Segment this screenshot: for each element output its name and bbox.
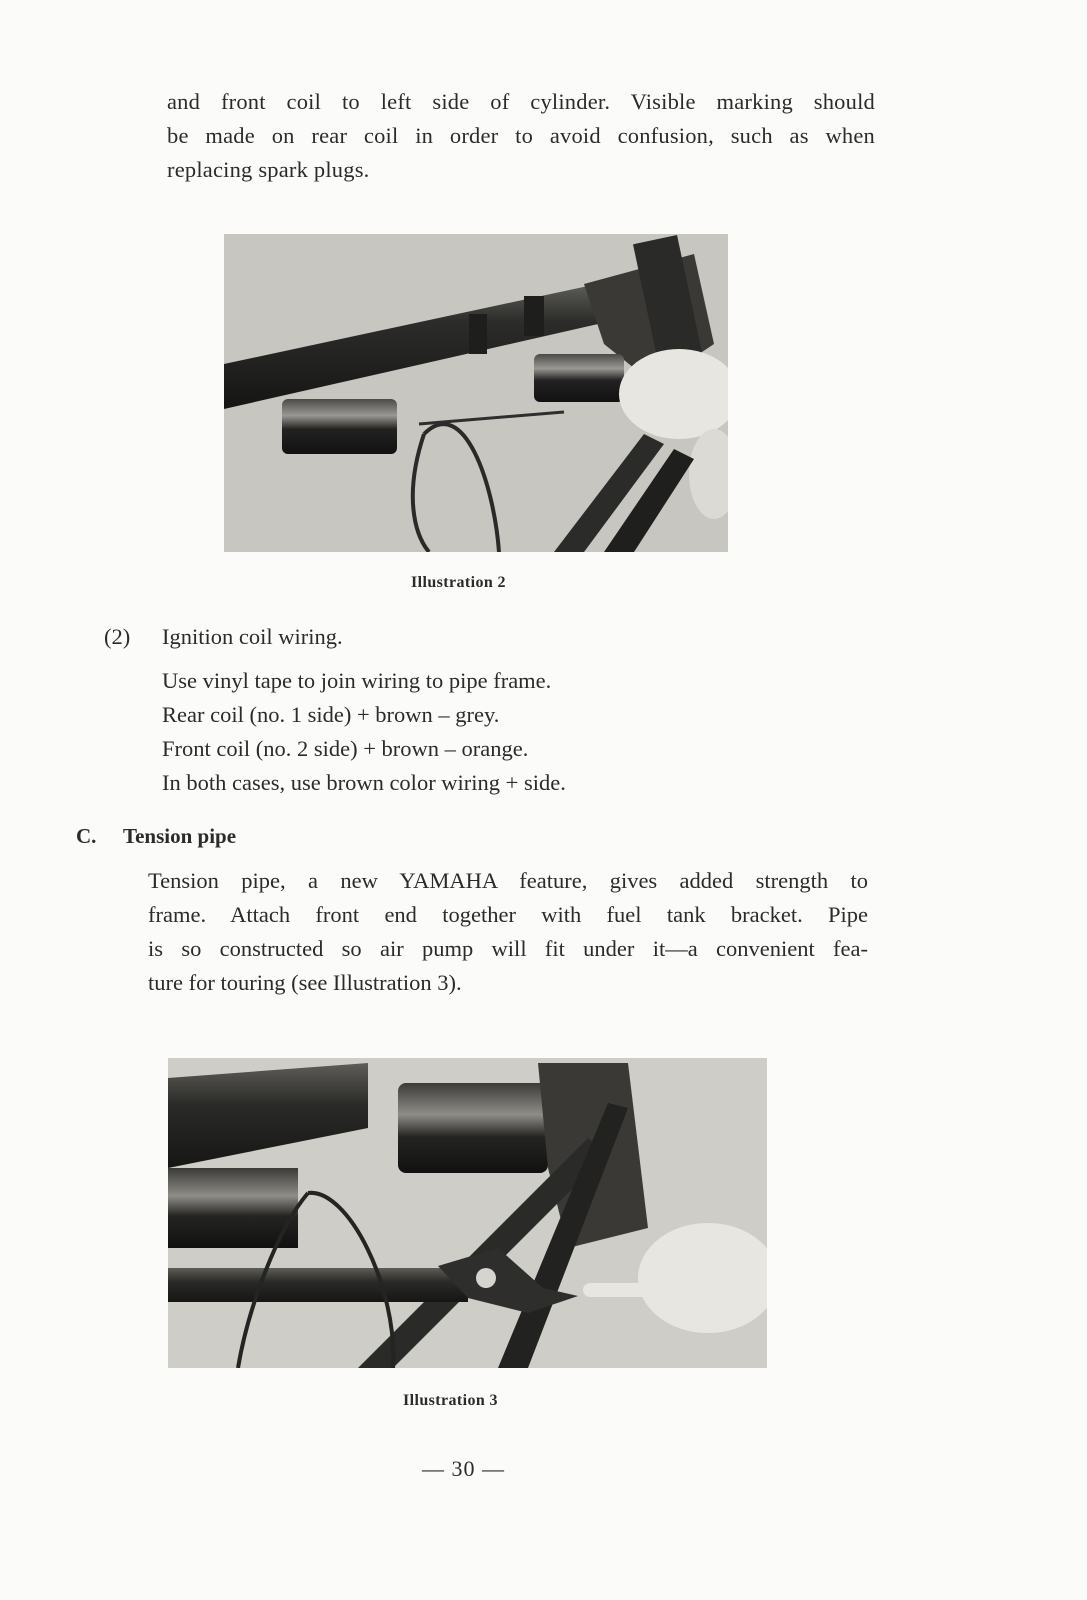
section-line: is so constructed so air pump will fit under it—a convenient fea-: [148, 936, 868, 961]
section-line: frame. Attach front end together with fuel tank bracket. Pipe: [148, 902, 868, 927]
item-line: Rear coil (no. 1 side) + brown – grey.: [162, 702, 500, 727]
item-line: Use vinyl tape to join wiring to pipe frame.: [162, 668, 552, 693]
section-body: [148, 864, 868, 1000]
intro-line: replacing spark plugs.: [167, 157, 370, 182]
illustration-3-photo: [168, 1058, 767, 1368]
section-letter: C.: [76, 824, 97, 848]
page-number: — 30 —: [422, 1456, 505, 1481]
item-body: [162, 664, 566, 800]
intro-line: be made on rear coil in order to avoid confusion, such as when: [167, 123, 875, 148]
intro-line: and front coil to left side of cylinder. Visible marking should: [167, 89, 875, 114]
section-heading: Tension pipe: [123, 824, 237, 848]
section-line: ture for touring (see Illustration 3).: [148, 970, 462, 995]
section-line: Tension pipe, a new YAMAHA feature, gives added strength to: [148, 868, 868, 893]
item-line: Front coil (no. 2 side) + brown – orange.: [162, 736, 529, 761]
item-title: Ignition coil wiring.: [162, 624, 343, 649]
illustration-2-photo: [224, 234, 728, 552]
intro-paragraph: [167, 85, 875, 187]
item-number: (2): [104, 624, 131, 649]
item-line: In both cases, use brown color wiring + side.: [162, 770, 566, 795]
illustration-2-caption: Illustration 2: [411, 574, 506, 591]
illustration-3-caption: Illustration 3: [403, 1392, 498, 1409]
